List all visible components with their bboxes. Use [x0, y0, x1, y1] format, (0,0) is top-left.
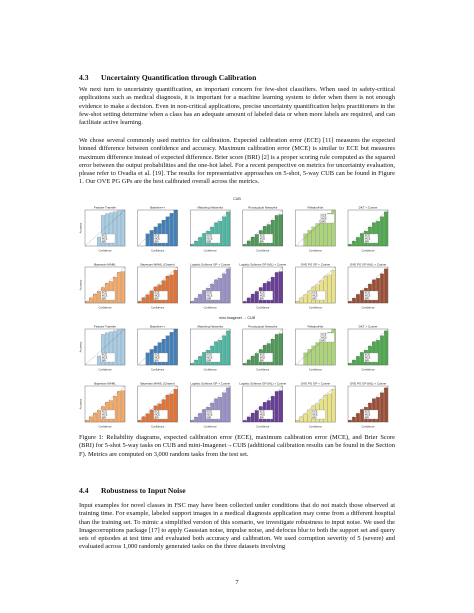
metric-label: MCE — [207, 356, 213, 360]
metric-label: MCE — [365, 413, 371, 417]
x-axis-label: Confidence — [361, 368, 375, 372]
x-axis-label: Confidence — [203, 306, 217, 310]
calibration-bar — [332, 389, 336, 422]
metric-label: MCE — [312, 413, 318, 417]
x-axis-label: Confidence — [98, 249, 112, 253]
calibration-bar — [85, 420, 89, 422]
calibration-bar — [142, 298, 146, 303]
metric-label: ECE — [154, 291, 160, 295]
calibration-bar — [255, 291, 259, 303]
metric-label: BRI — [102, 416, 106, 420]
x-axis-label: Confidence — [308, 306, 322, 310]
calibration-bar — [380, 274, 384, 303]
calibration-bar — [190, 420, 194, 422]
calibration-bar — [279, 215, 283, 246]
calibration-bar — [117, 330, 121, 365]
metric-label: ECE — [207, 353, 213, 357]
metric-label: MCE — [321, 217, 327, 221]
calibration-bar — [275, 272, 279, 303]
calibration-bar — [360, 290, 364, 303]
x-axis-label: Confidence — [308, 249, 322, 253]
calibration-bar — [150, 410, 154, 422]
metric-label: ECE — [259, 353, 265, 357]
calibration-bar — [308, 291, 312, 303]
subplot-title: OVE PG GP + Cosine — [300, 262, 331, 267]
metric-label: ECE — [365, 353, 370, 357]
calibration-bar — [174, 210, 178, 246]
subplot-title: Logistic Softmax GP (ML) + Cosine — [239, 262, 287, 267]
subplot-title: OVE PG GP + Cosine — [300, 381, 331, 386]
calibration-bar — [275, 215, 279, 246]
metric-label: BRI — [321, 339, 326, 343]
calibration-bar — [296, 301, 300, 303]
metric-label: ECE — [154, 410, 160, 414]
calibration-bar — [89, 417, 93, 422]
panel-title: mini-Imagenet → CUB — [219, 316, 255, 320]
x-axis-label: Confidence — [203, 249, 217, 253]
calibration-bar — [296, 420, 300, 422]
calibration-bar — [279, 391, 283, 422]
section-number: 4.3 — [79, 73, 89, 82]
x-axis-label: Confidence — [203, 425, 217, 429]
x-axis-label: Confidence — [361, 249, 375, 253]
calibration-bar — [97, 237, 101, 246]
x-axis-label: Confidence — [308, 425, 322, 429]
calibration-bar — [222, 217, 226, 246]
calibration-bar — [255, 353, 259, 365]
calibration-bar — [360, 233, 364, 246]
x-axis-label: Confidence — [151, 249, 165, 253]
calibration-bar — [222, 393, 226, 422]
metric-label: ECE — [312, 410, 318, 414]
reliability-diagram-figure — [79, 196, 395, 432]
subplot-title: OVE PG GP (ML) + Cosine — [349, 381, 387, 386]
calibration-bar — [226, 269, 230, 303]
subplot-title: Feature Transfer — [93, 324, 117, 329]
calibration-bar — [308, 349, 312, 365]
calibration-bar — [146, 414, 150, 422]
calibration-bar — [117, 272, 121, 303]
calibration-bar — [150, 349, 154, 365]
metric-label: BRI — [321, 220, 326, 224]
subplot-title: DKT + Cosine — [358, 324, 378, 329]
metric-label: ECE — [365, 291, 370, 295]
metric-label: MCE — [365, 237, 371, 241]
metric-label: ECE — [102, 353, 107, 357]
calibration-bar — [348, 301, 352, 303]
metric-label: MCE — [102, 413, 108, 417]
x-axis-label: Confidence — [151, 306, 165, 310]
calibration-bar — [121, 210, 125, 246]
metric-label: BRI — [154, 359, 159, 363]
calibration-bar — [247, 417, 251, 422]
calibration-bar — [243, 363, 247, 365]
calibration-bar — [170, 275, 174, 303]
calibration-bar — [360, 352, 364, 365]
calibration-bar — [247, 298, 251, 303]
x-axis-label: Confidence — [98, 306, 112, 310]
metric-label: BRI — [365, 416, 369, 420]
metric-label: BRI — [207, 416, 212, 420]
calibration-bar — [202, 233, 206, 246]
calibration-bar — [198, 413, 202, 422]
subplot-title: Bayesian MAML — [94, 262, 116, 267]
calibration-bar — [348, 363, 352, 365]
metric-label: BRI — [154, 416, 159, 420]
metric-label: BRI — [365, 359, 369, 363]
x-axis-label: Confidence — [361, 425, 375, 429]
subplot-title: Logistic Softmax GP + Cosine — [190, 381, 231, 386]
calibration-bar — [170, 394, 174, 422]
paragraph-uncertainty-intro: We next turn to uncertainty quantification, an important concern for few-shot classifiers. When used in safety-critical applications such as medical diagnosis, it is important for a machine learning system to defer when there is not enough evidence to make a decision. Even in non-critical applications, precise uncertainty quantification helps practitioners in the few-shot setting determine when a class has an adequate amount of labeled data or when more labels are required, and can facilitate active learning. — [79, 86, 395, 127]
calibration-bar — [174, 329, 178, 365]
calibration-bar — [279, 334, 283, 365]
calibration-bar — [316, 343, 320, 366]
metric-label: MCE — [207, 413, 213, 417]
y-axis-label: Accuracy — [79, 279, 83, 291]
subplot-title: Bayesian MAML (Chaser) — [140, 262, 175, 267]
metric-label: BRI — [312, 416, 317, 420]
calibration-bar — [146, 353, 150, 365]
calibration-bar — [316, 224, 320, 247]
x-axis-label: Confidence — [203, 368, 217, 372]
paragraph-calibration-metrics: We chose several commonly used metrics for calibration. Expected calibration error (ECE) [11] measures the expected binned difference between confidence and accuracy. Maximum calibration error (MCE) is similar to ECE but measures maximum difference instead of expected difference. Brier score (BRI) [2] is a proper scoring rule computed as the squared error between the output probabilities and the one-hot label. For a recent perspective on metrics for uncertainty evaluation, please refer to Ovadia et al. [19]. The results for representative approaches on 5-shot, 5-way CUB can be found in Figure 1. Our OVE PG GPs are the best calibrated overall across the metrics. — [79, 137, 395, 186]
figure-caption: Figure 1: Reliability diagrams, expected calibration error (ECE), maximum calibration error (MCE), and Brier Score (BRI) for 5-shot 5-way tasks on CUB and mini-Imagenet→CUB (additional calibration results can be found in the Section F). Metrics are computed on 3,000 random tasks from the test set. — [79, 434, 395, 458]
calibration-bar — [380, 393, 384, 422]
calibration-bar — [356, 237, 360, 246]
metric-label: ECE — [365, 234, 370, 238]
page-number: 7 — [235, 579, 239, 586]
calibration-bar — [226, 388, 230, 422]
calibration-bar — [222, 274, 226, 303]
calibration-bar — [138, 301, 142, 303]
x-axis-label: Confidence — [256, 425, 270, 429]
subplot-title: Baseline++ — [150, 205, 166, 210]
metric-label: MCE — [154, 294, 160, 298]
subplot-title: Logistic Softmax GP (ML) + Cosine — [239, 381, 287, 386]
calibration-bar — [117, 211, 121, 246]
calibration-bar — [255, 234, 259, 246]
subplot-title: Bayesian MAML (Chaser) — [140, 381, 175, 386]
metric-label: ECE — [207, 410, 213, 414]
calibration-bar — [348, 420, 352, 422]
metric-label: BRI — [207, 240, 212, 244]
calibration-bar — [308, 230, 312, 246]
subplot-title: RelationNet — [307, 324, 324, 329]
y-axis-label: Accuracy — [79, 222, 83, 234]
calibration-bar — [304, 353, 308, 365]
subplot-title: OVE PG GP (ML) + Cosine — [349, 262, 387, 267]
x-axis-label: Confidence — [98, 368, 112, 372]
calibration-bar — [243, 301, 247, 303]
calibration-bar — [97, 291, 101, 303]
metric-label: BRI — [102, 240, 106, 244]
metric-label: BRI — [207, 359, 212, 363]
metric-label: MCE — [207, 237, 213, 241]
calibration-bar — [146, 234, 150, 246]
calibration-bar — [384, 212, 388, 246]
calibration-bar — [121, 272, 125, 303]
x-axis-label: Confidence — [256, 249, 270, 253]
metric-label: MCE — [312, 294, 318, 298]
section-heading-4-4 — [79, 486, 186, 495]
calibration-bar — [356, 356, 360, 365]
subplot-title: Baseline++ — [150, 324, 166, 329]
subplot-title: Prototypical Networks — [248, 324, 278, 329]
calibration-bar — [202, 409, 206, 422]
calibration-bar — [190, 363, 194, 365]
calibration-bar — [384, 388, 388, 422]
metric-label: MCE — [154, 413, 160, 417]
calibration-bar — [226, 331, 230, 365]
calibration-bar — [243, 420, 247, 422]
calibration-bar — [117, 391, 121, 422]
calibration-bar — [247, 360, 251, 365]
calibration-bar — [190, 301, 194, 303]
metric-label: ECE — [154, 234, 160, 238]
metric-label: MCE — [207, 294, 213, 298]
calibration-bar — [304, 295, 308, 303]
metric-label: BRI — [259, 297, 264, 301]
subplot-title: Bayesian MAML — [94, 381, 116, 386]
calibration-bar — [198, 356, 202, 365]
metric-label: ECE — [102, 234, 107, 238]
section-number: 4.4 — [79, 486, 89, 495]
panel-title: CUB — [233, 197, 241, 201]
calibration-bar — [356, 294, 360, 303]
metric-label: BRI — [259, 416, 264, 420]
metric-label: MCE — [102, 237, 108, 241]
calibration-bar — [170, 213, 174, 246]
calibration-bar — [328, 394, 332, 422]
x-axis-label: Confidence — [256, 306, 270, 310]
calibration-bar — [300, 298, 304, 303]
calibration-bar — [97, 410, 101, 422]
metric-label: MCE — [259, 356, 266, 360]
calibration-bar — [222, 336, 226, 365]
section-heading-4-3 — [79, 73, 256, 82]
calibration-bar — [198, 237, 202, 246]
calibration-bar — [174, 270, 178, 303]
metric-label: BRI — [365, 240, 369, 244]
calibration-bar — [304, 414, 308, 422]
calibration-bar — [308, 410, 312, 422]
metric-label: ECE — [321, 214, 327, 218]
calibration-bar — [174, 389, 178, 422]
x-axis-label: Confidence — [151, 425, 165, 429]
metric-label: ECE — [154, 353, 160, 357]
section-title: Robustness to Input Noise — [101, 486, 186, 495]
x-axis-label: Confidence — [308, 368, 322, 372]
metric-label: ECE — [365, 410, 370, 414]
calibration-bar — [380, 217, 384, 246]
calibration-bar — [190, 244, 194, 246]
metric-label: ECE — [312, 291, 318, 295]
calibration-bar — [275, 391, 279, 422]
metric-label: ECE — [259, 410, 265, 414]
metric-label: ECE — [259, 291, 265, 295]
x-axis-label: Confidence — [151, 368, 165, 372]
metric-label: MCE — [102, 294, 108, 298]
metric-label: BRI — [312, 297, 317, 301]
calibration-bar — [146, 295, 150, 303]
calibration-bar — [138, 420, 142, 422]
metric-label: BRI — [207, 297, 212, 301]
calibration-bar — [332, 270, 336, 303]
x-axis-label: Confidence — [361, 306, 375, 310]
metric-label: MCE — [154, 237, 160, 241]
metric-label: ECE — [102, 410, 107, 414]
calibration-bar — [300, 417, 304, 422]
calibration-bar — [275, 334, 279, 365]
subplot-title: DKT + Cosine — [358, 205, 378, 210]
calibration-bar — [198, 294, 202, 303]
calibration-bar — [97, 356, 101, 365]
y-axis-label: Accuracy — [79, 398, 83, 410]
calibration-bar — [150, 230, 154, 246]
metric-label: BRI — [259, 359, 264, 363]
metric-label: MCE — [102, 356, 108, 360]
calibration-bar — [121, 391, 125, 422]
calibration-bar — [348, 244, 352, 246]
subplot-title: Matching Networks — [197, 324, 223, 329]
calibration-bar — [226, 212, 230, 246]
metric-label: ECE — [259, 234, 265, 238]
section-title: Uncertainty Quantification through Calibration — [101, 73, 257, 82]
y-axis-label: Accuracy — [79, 341, 83, 353]
calibration-bar — [384, 331, 388, 365]
metric-label: BRI — [102, 359, 106, 363]
metric-label: BRI — [259, 240, 264, 244]
calibration-bar — [121, 329, 125, 365]
metric-label: MCE — [259, 413, 266, 417]
metric-label: MCE — [154, 356, 160, 360]
metric-label: BRI — [102, 297, 106, 301]
metric-label: ECE — [321, 333, 327, 337]
calibration-bar — [384, 269, 388, 303]
calibration-bar — [142, 417, 146, 422]
metric-label: ECE — [102, 291, 107, 295]
metric-label: MCE — [365, 356, 371, 360]
metric-label: BRI — [154, 297, 159, 301]
calibration-bar — [89, 298, 93, 303]
calibration-bar — [255, 410, 259, 422]
calibration-bar — [328, 275, 332, 303]
calibration-bar — [356, 413, 360, 422]
metric-label: MCE — [365, 294, 371, 298]
metric-label: BRI — [154, 240, 159, 244]
metric-label: BRI — [365, 297, 369, 301]
subplot-title: Prototypical Networks — [248, 205, 278, 210]
subplot-title: RelationNet — [307, 205, 324, 210]
calibration-bar — [202, 290, 206, 303]
x-axis-label: Confidence — [256, 368, 270, 372]
subplot-title: Logistic Softmax GP + Cosine — [190, 262, 231, 267]
metric-label: MCE — [259, 237, 266, 241]
calibration-bar — [360, 409, 364, 422]
metric-label: MCE — [259, 294, 266, 298]
calibration-bar — [243, 244, 247, 246]
calibration-bar — [150, 291, 154, 303]
metric-label: ECE — [207, 291, 213, 295]
calibration-bar — [85, 301, 89, 303]
calibration-bar — [279, 272, 283, 303]
paragraph-robustness: Input examples for novel classes in FSC may have been collected under conditions that do not match those observed at training time. For example, labeled support images in a medical diagnosis application may come from a different hospital than the training set. To mimic a simplified version of this scenario, we investigate robustness to input noise. We used the Imagecorruptions package [17] to apply Gaussian noise, impulse noise, and defocus blur to both the support set and query sets of episodes at test time and evaluated both accuracy and calibration. We used corruption severity of 5 (severe) and evaluated across 1,000 randomly generated tasks on the three datasets involving — [79, 502, 395, 551]
calibration-bar — [380, 336, 384, 365]
subplot-title: Feature Transfer — [93, 205, 117, 210]
metric-label: ECE — [207, 234, 213, 238]
x-axis-label: Confidence — [98, 425, 112, 429]
calibration-bar — [202, 352, 206, 365]
calibration-bar — [247, 241, 251, 246]
metric-label: MCE — [321, 336, 327, 340]
calibration-bar — [304, 234, 308, 246]
calibration-bar — [170, 332, 174, 365]
subplot-title: Matching Networks — [197, 205, 223, 210]
